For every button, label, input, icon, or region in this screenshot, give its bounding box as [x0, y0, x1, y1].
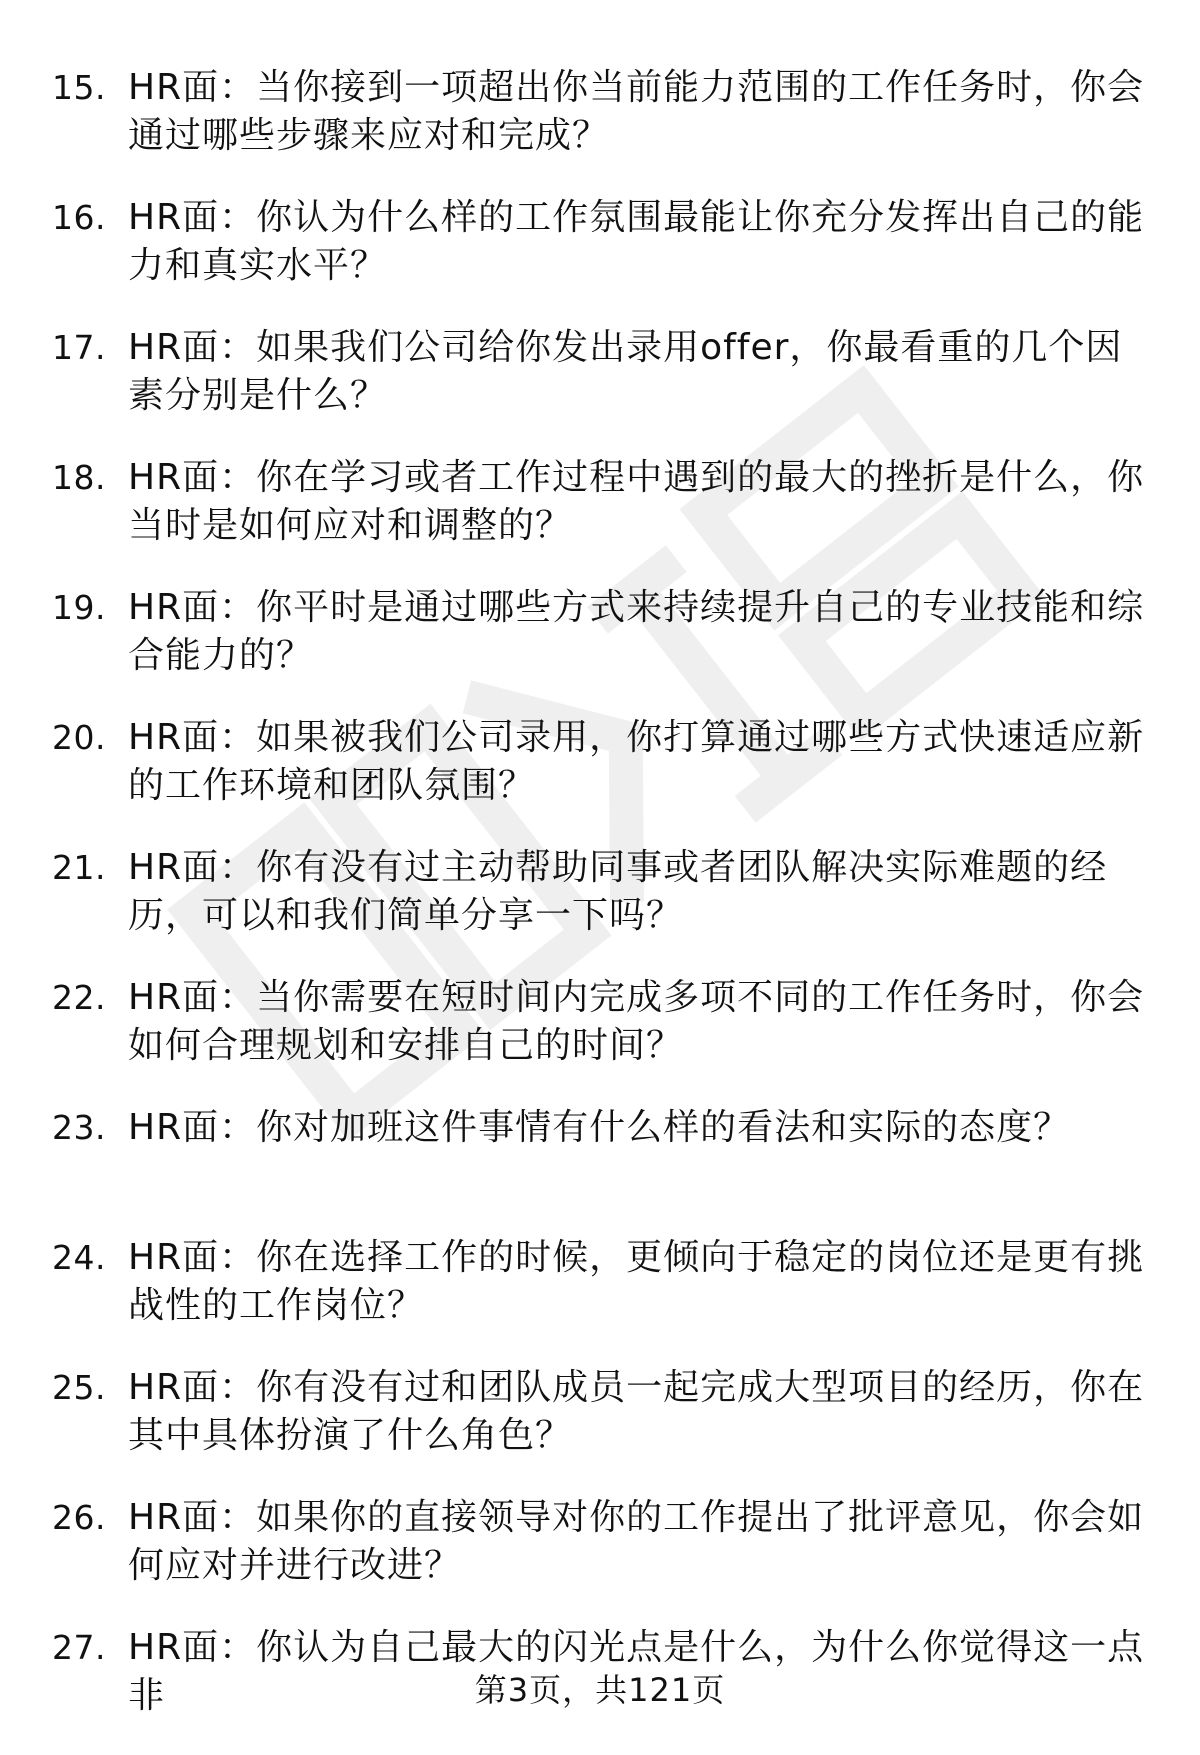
- question-text: HR面：你有没有过和团队成员一起完成大型项目的经历，你在其中具体扮演了什么角色？: [128, 1367, 1145, 1456]
- question-number: 24.: [52, 1238, 106, 1277]
- question-text: HR面：你对加班这件事情有什么样的看法和实际的态度？: [128, 1107, 1071, 1148]
- question-text: HR面：如果被我们公司录用，你打算通过哪些方式快速适应新的工作环境和团队氛围？: [128, 717, 1145, 806]
- question-text: HR面：你认为什么样的工作氛围最能让你充分发挥出自己的能力和真实水平？: [128, 197, 1145, 286]
- question-number: 17.: [52, 328, 106, 367]
- question-text: HR面：你平时是通过哪些方式来持续提升自己的专业技能和综合能力的？: [128, 587, 1145, 676]
- question-number: 22.: [52, 978, 106, 1017]
- page-footer: 第3页，共121页: [474, 1671, 726, 1709]
- question-number: 25.: [52, 1368, 106, 1407]
- list-item: [0, 706, 1200, 836]
- question-number: 18.: [52, 458, 106, 497]
- question-number: 21.: [52, 848, 106, 887]
- question-text: HR面：你在选择工作的时候，更倾向于稳定的岗位还是更有挑战性的工作岗位？: [128, 1237, 1145, 1326]
- question-number: 23.: [52, 1108, 106, 1147]
- question-number: 27.: [52, 1628, 106, 1667]
- question-text: HR面：如果你的直接领导对你的工作提出了批评意见，你会如何应对并进行改进？: [128, 1497, 1145, 1586]
- question-text: HR面：如果我们公司给你发出录用offer，你最看重的几个因素分别是什么？: [128, 327, 1123, 416]
- question-list: [0, 56, 1200, 1746]
- list-item: [0, 966, 1200, 1096]
- list-item: [0, 1096, 1200, 1226]
- list-item: [0, 186, 1200, 316]
- question-number: 15.: [52, 68, 106, 107]
- question-text: HR面：当你需要在短时间内完成多项不同的工作任务时，你会如何合理规划和安排自己的时间？: [128, 977, 1145, 1066]
- question-text: HR面：你认为自己最大的闪光点是什么，为什么你觉得这一点非: [128, 1627, 1145, 1716]
- question-text: HR面：你在学习或者工作过程中遇到的最大的挫折是什么，你当时是如何应对和调整的？: [128, 457, 1145, 546]
- list-item: [0, 446, 1200, 576]
- list-item: [0, 836, 1200, 966]
- list-item: [0, 56, 1200, 186]
- list-item: [0, 1486, 1200, 1616]
- list-item: [0, 1226, 1200, 1356]
- question-number: 20.: [52, 718, 106, 757]
- list-item: [0, 1356, 1200, 1486]
- list-item: [0, 316, 1200, 446]
- question-text: HR面：当你接到一项超出你当前能力范围的工作任务时，你会通过哪些步骤来应对和完成？: [128, 67, 1145, 156]
- question-number: 26.: [52, 1498, 106, 1537]
- question-text: HR面：你有没有过主动帮助同事或者团队解决实际难题的经历，可以和我们简单分享一下吗？: [128, 847, 1108, 936]
- list-item: [0, 576, 1200, 706]
- question-number: 19.: [52, 588, 106, 627]
- question-number: 16.: [52, 198, 106, 237]
